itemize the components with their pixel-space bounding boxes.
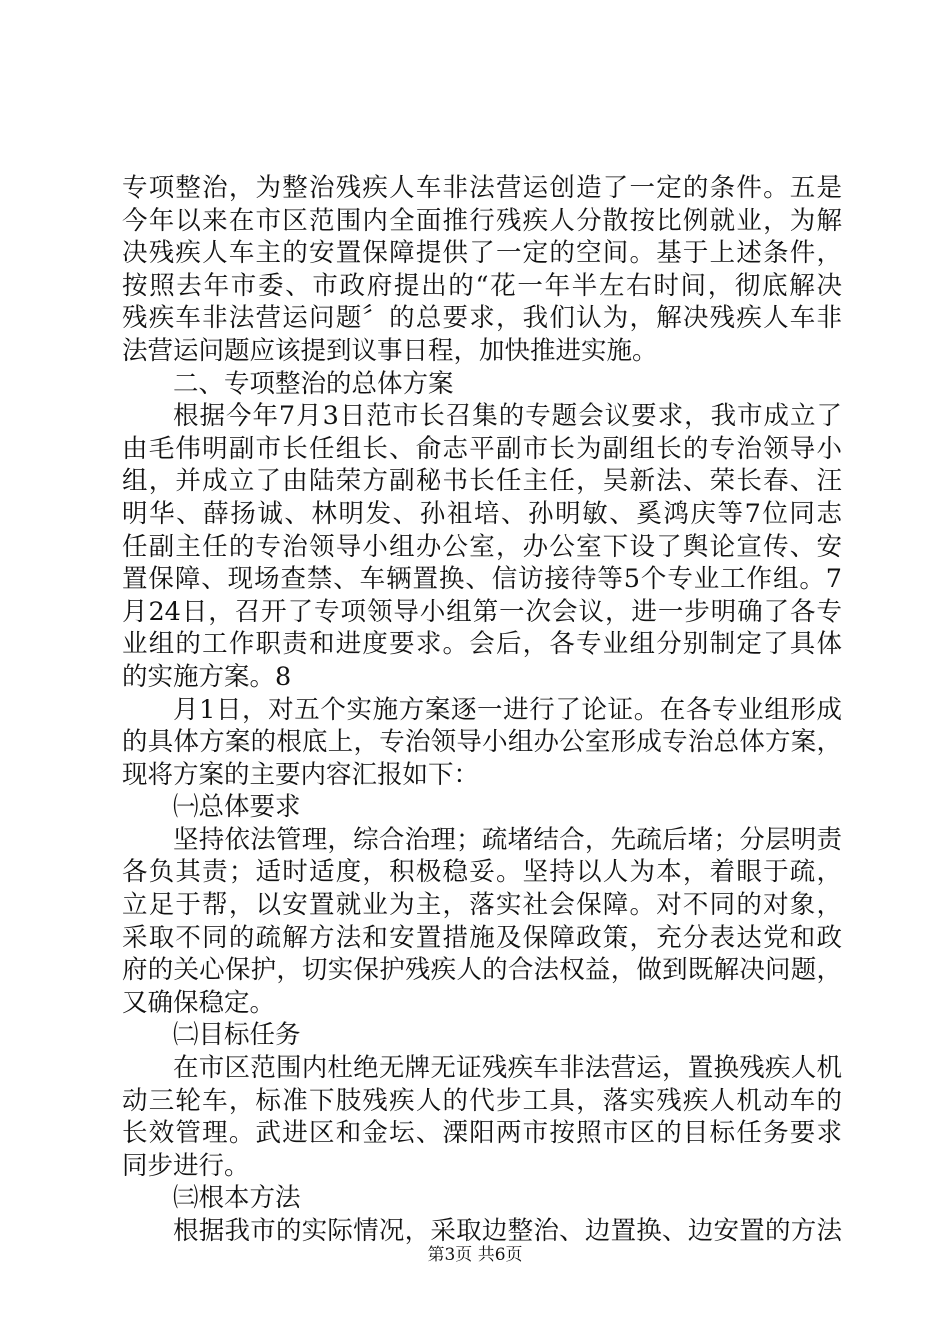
text-line: 按照去年市委、市政府提出的“花一年半左右时间，彻底解决 — [122, 270, 842, 301]
document-body — [122, 172, 842, 1248]
text-line: 明华、薛扬诚、林明发、孙祖培、孙明敏、奚鸿庆等7位同志 — [122, 498, 842, 529]
text-line: 由毛伟明副市长任组长、俞志平副市长为副组长的专治领导小 — [122, 433, 842, 464]
text-line: 组，并成立了由陆荣方副秘书长任主任，吴新法、荣长春、汪 — [122, 466, 842, 497]
text-line: 同步进行。 — [122, 1150, 250, 1181]
text-line: ㈠总体要求 — [173, 792, 301, 823]
text-line: 现将方案的主要内容汇报如下： — [122, 759, 480, 790]
text-line: 各负其责；适时适度，积极稳妥。坚持以人为本，着眼于疏， — [122, 857, 842, 888]
text-line: 的实施方案。8 — [122, 661, 292, 692]
text-line: 坚持依法管理，综合治理；疏堵结合，先疏后堵；分层明责 — [173, 824, 842, 855]
text-line: 今年以来在市区范围内全面推行残疾人分散按比例就业，为解 — [122, 205, 842, 236]
text-line: 置保障、现场查禁、车辆置换、信访接待等5个专业工作组。7 — [122, 564, 842, 595]
page-footer: 第3页 共6页 — [427, 1245, 523, 1265]
text-line: 残疾车非法营运问题〞的总要求，我们认为，解决残疾人车非 — [122, 303, 842, 334]
text-line: 法营运问题应该提到议事日程，加快推进实施。 — [122, 335, 658, 366]
text-line: 长效管理。武进区和金坛、溧阳两市按照市区的目标任务要求 — [122, 1118, 842, 1149]
text-line: 专项整治，为整治残疾人车非法营运创造了一定的条件。五是 — [122, 173, 842, 203]
text-line: 月1日，对五个实施方案逐一进行了论证。在各专业组形成 — [173, 694, 842, 725]
text-line: 二、专项整治的总体方案 — [173, 368, 454, 399]
text-line: 动三轮车，标准下肢残疾人的代步工具，落实残疾人机动车的 — [122, 1085, 842, 1116]
text-line: ㈢根本方法 — [173, 1183, 301, 1214]
text-line: ㈡目标任务 — [173, 1020, 301, 1051]
text-line: 采取不同的疏解方法和安置措施及保障政策，充分表达党和政 — [122, 922, 842, 953]
text-line: 府的关心保护，切实保护残疾人的合法权益，做到既解决问题， — [122, 955, 842, 986]
text-line: 立足于帮，以安置就业为主，落实社会保障。对不同的对象， — [122, 890, 842, 921]
text-line: 任副主任的专治领导小组办公室，办公室下设了舆论宣传、安 — [122, 531, 842, 562]
text-line: 的具体方案的根底上，专治领导小组办公室形成专治总体方案， — [122, 727, 842, 758]
text-line: 在市区范围内杜绝无牌无证残疾车非法营运，置换残疾人机 — [173, 1053, 842, 1084]
text-line: 根据我市的实际情况，采取边整治、边置换、边安置的方法 — [173, 1216, 842, 1246]
text-line: 决残疾人车主的安置保障提供了一定的空间。基于上述条件， — [122, 238, 842, 269]
text-line: 又确保稳定。 — [122, 987, 276, 1018]
text-line: 根据今年7月3日范市长召集的专题会议要求，我市成立了 — [173, 401, 842, 432]
text-line: 月24日，召开了专项领导小组第一次会议，进一步明确了各专 — [122, 596, 842, 627]
text-line: 业组的工作职责和进度要求。会后，各专业组分别制定了具体 — [122, 629, 842, 660]
